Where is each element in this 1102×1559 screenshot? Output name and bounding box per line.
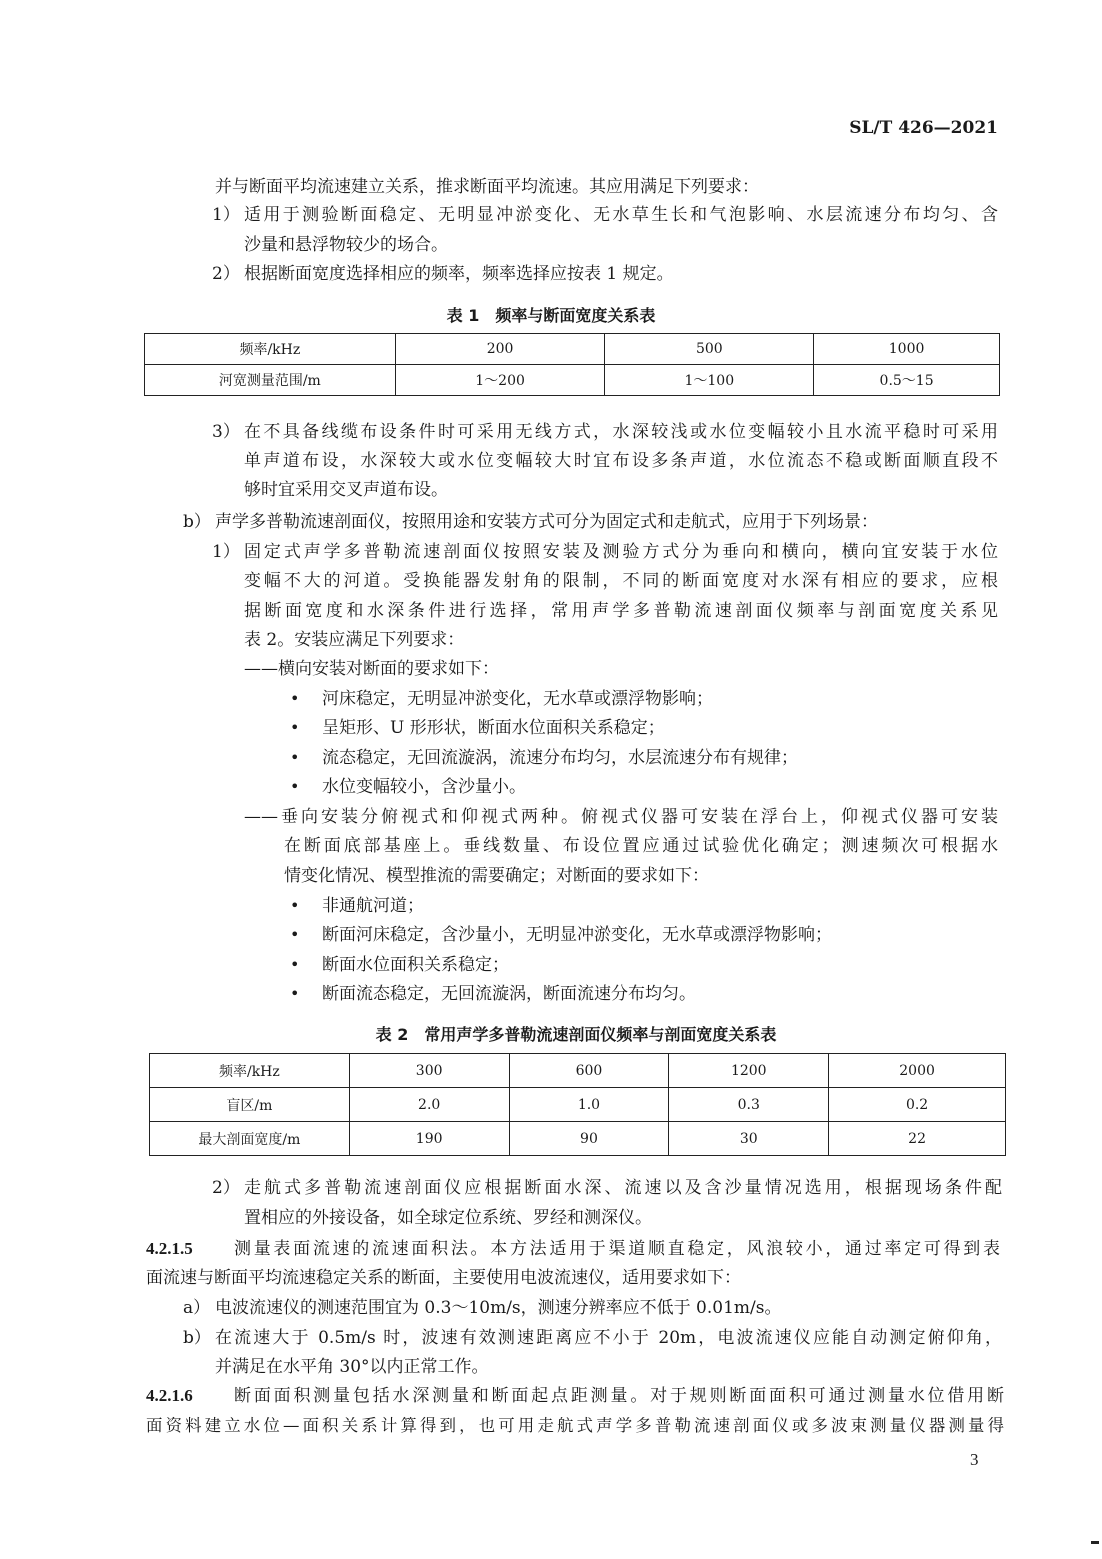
table-cell: 盲区/m (150, 1088, 350, 1122)
table-cell: 1200 (669, 1054, 829, 1088)
table-cell: 1000 (814, 334, 1000, 365)
table-cell: 600 (509, 1054, 669, 1088)
bullet-text: 河床稳定，无明显冲淤变化，无水草或漂浮物影响； (322, 689, 713, 709)
dash-item: ——垂向安装分俯视式和仰视式两种。俯视式仪器可安装在浮台上，仰视式仪器可安装 (244, 807, 998, 827)
bullet-dot: • (290, 896, 300, 915)
table-cell: 0.2 (829, 1088, 1006, 1122)
dash-item-line: 在断面底部基座上。垂线数量、布设位置应通过试验优化确定；测速频次可根据水 (284, 836, 998, 856)
list-text: 在流速大于 0.5m/s 时，波速有效测速距离应不小于 20m，电波流速仪应能自动测定俯仰角， (215, 1328, 1002, 1348)
list-label: a） (183, 1298, 211, 1318)
table-1 (144, 333, 1000, 396)
bullet-dot: • (290, 748, 300, 767)
item-text-line: 根据断面宽度选择相应的频率，频率选择应按表 1 规定。 (244, 264, 674, 284)
list-text: 声学多普勒流速剖面仪，按照用途和安装方式可分为固定式和走航式，应用于下列场景： (215, 512, 878, 532)
item-text-line: 据断面宽度和水深条件进行选择，常用声学多普勒流速剖面仪频率与剖面宽度关系见 (244, 601, 998, 621)
table-cell: 0.5～15 (814, 365, 1000, 396)
list-label: b） (183, 1328, 211, 1348)
section-text-line: 面流速与断面平均流速稳定关系的断面，主要使用电波流速仪，适用要求如下： (146, 1268, 741, 1288)
item-text-line: 单声道布设，水深较大或水位变幅较大时宜布设多条声道，水位流态不稳或断面顺直段不 (244, 451, 998, 471)
table-cell: 22 (829, 1122, 1006, 1156)
bullet-text: 非通航河道； (322, 896, 424, 916)
table-cell: 频率/kHz (145, 334, 396, 365)
item-text-line: 走航式多普勒流速剖面仪应根据断面水深、流速以及含沙量情况选用，根据现场条件配 (244, 1178, 1002, 1198)
table-row (145, 365, 1000, 396)
table-cell: 1.0 (509, 1088, 669, 1122)
section-number: 4.2.1.5 (146, 1239, 193, 1258)
item-number: 2） (212, 264, 240, 284)
table-2-caption: 表 2 常用声学多普勒流速剖面仪频率与剖面宽度关系表 (375, 1025, 777, 1044)
table-cell: 2.0 (349, 1088, 509, 1122)
table-cell: 1～200 (395, 365, 605, 396)
section-text-line: 断面面积测量包括水深测量和断面起点距测量。对于规则断面面积可通过测量水位借用断 (234, 1386, 1004, 1406)
table-2 (149, 1053, 1006, 1156)
scan-mark (1091, 1541, 1099, 1544)
table-cell: 河宽测量范围/m (145, 365, 396, 396)
bullet-text: 呈矩形、U 形形状，断面水位面积关系稳定； (322, 718, 665, 738)
item-text-line: 表 2。安装应满足下列要求： (244, 630, 465, 650)
table-cell: 2000 (829, 1054, 1006, 1088)
standard-code: SL/T 426—2021 (849, 118, 998, 138)
item-text-line: 变幅不大的河道。受换能器发射角的限制，不同的断面宽度对水深有相应的要求，应根 (244, 571, 998, 591)
section-number: 4.2.1.6 (146, 1386, 193, 1405)
table-row (150, 1122, 1006, 1156)
table-cell: 频率/kHz (150, 1054, 350, 1088)
table-cell: 200 (395, 334, 605, 365)
page-number: 3 (970, 1450, 979, 1469)
list-text: 电波流速仪的测速范围宜为 0.3～10m/s，测速分辨率应不低于 0.01m/s。 (215, 1298, 782, 1318)
item-text-line: 置相应的外接设备，如全球定位系统、罗经和测深仪。 (244, 1208, 652, 1228)
item-number: 1） (212, 542, 240, 562)
bullet-dot: • (290, 777, 300, 796)
dash-item-line: 情变化情况、模型推流的需要确定；对断面的要求如下： (284, 866, 709, 886)
bullet-dot: • (290, 955, 300, 974)
table-cell: 190 (349, 1122, 509, 1156)
item-text-line: 沙量和悬浮物较少的场合。 (244, 235, 448, 255)
table-row (150, 1088, 1006, 1122)
table-cell: 1～100 (605, 365, 814, 396)
table-row (145, 334, 1000, 365)
table-cell: 最大剖面宽度/m (150, 1122, 350, 1156)
bullet-dot: • (290, 689, 300, 708)
bullet-dot: • (290, 718, 300, 737)
item-text-line: 在不具备线缆布设条件时可采用无线方式，水深较浅或水位变幅较小且水流平稳时可采用 (244, 422, 998, 442)
item-number: 2） (212, 1178, 240, 1198)
section-text-line: 面资料建立水位—面积关系计算得到，也可用走航式声学多普勒流速剖面仪或多波束测量仪器测量得 (146, 1416, 1004, 1435)
item-number: 3） (212, 422, 240, 442)
dash-item: ——横向安装对断面的要求如下： (244, 659, 499, 679)
table-cell: 90 (509, 1122, 669, 1156)
bullet-text: 流态稳定，无回流漩涡，流速分布均匀，水层流速分布有规律； (322, 748, 798, 768)
list-text-line: 并满足在水平角 30°以内正常工作。 (215, 1357, 489, 1377)
bullet-text: 断面水位面积关系稳定； (322, 955, 509, 975)
bullet-text: 断面流态稳定，无回流漩涡，断面流速分布均匀。 (322, 984, 696, 1004)
table-cell: 500 (605, 334, 814, 365)
table-cell: 0.3 (669, 1088, 829, 1122)
paragraph-text: 并与断面平均流速建立关系，推求断面平均流速。其应用满足下列要求： (215, 177, 759, 197)
bullet-text: 水位变幅较小，含沙量小。 (322, 777, 526, 797)
item-number: 1） (212, 205, 240, 225)
table-1-caption: 表 1 频率与断面宽度关系表 (446, 306, 656, 325)
list-label: b） (183, 512, 211, 532)
table-cell: 30 (669, 1122, 829, 1156)
bullet-text: 断面河床稳定，含沙量小，无明显冲淤变化，无水草或漂浮物影响； (322, 925, 832, 945)
section-text-line: 测量表面流速的流速面积法。本方法适用于渠道顺直稳定，风浪较小，通过率定可得到表 (234, 1239, 1000, 1259)
item-text-line: 适用于测验断面稳定、无明显冲淤变化、无水草生长和气泡影响、水层流速分布均匀、含 (244, 205, 998, 225)
table-row (150, 1054, 1006, 1088)
bullet-dot: • (290, 925, 300, 944)
item-text-line: 固定式声学多普勒流速剖面仪按照安装及测验方式分为垂向和横向，横向宜安装于水位 (244, 542, 998, 562)
item-text-line: 够时宜采用交叉声道布设。 (244, 480, 448, 500)
table-cell: 300 (349, 1054, 509, 1088)
bullet-dot: • (290, 984, 300, 1003)
